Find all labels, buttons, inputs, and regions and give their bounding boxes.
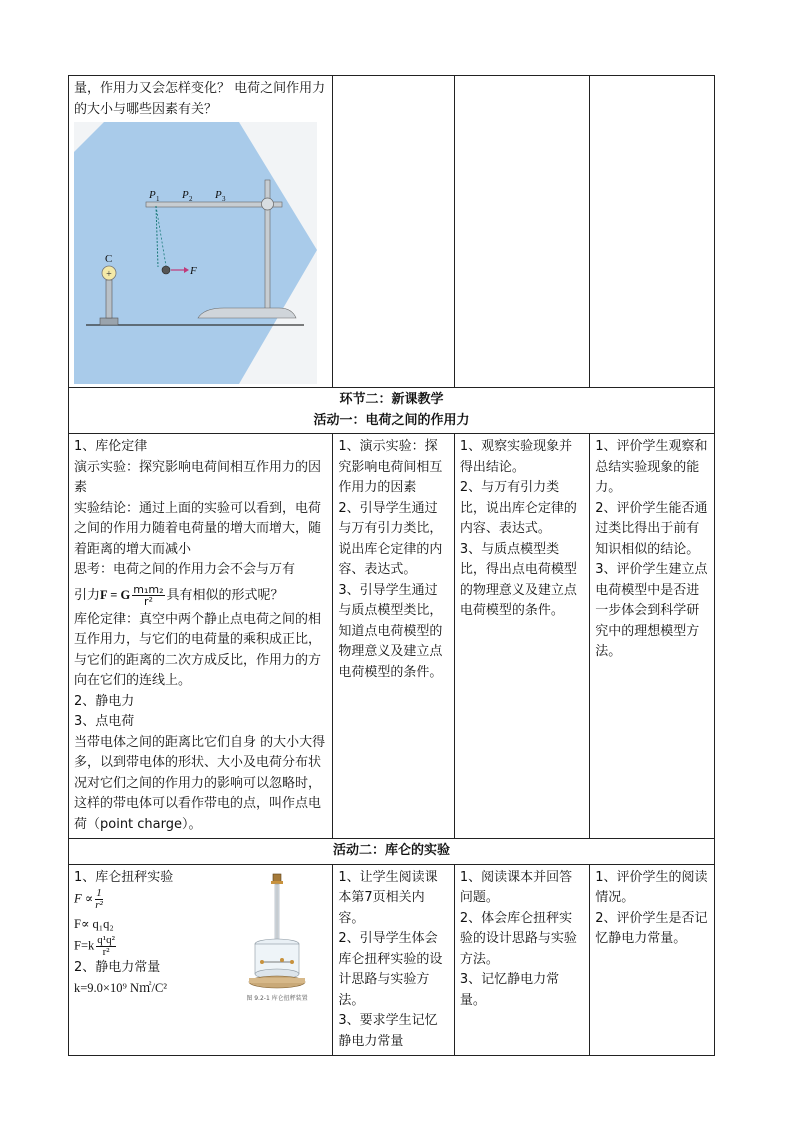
a1-l1: 1、库伦定律	[74, 439, 148, 454]
label-c: C	[105, 253, 113, 265]
activity1-teacher-text: 1、演示实验：探究影响电荷间相互作用力的因素 2、引导学生通过与万有引力类比，说出库仑定律的内容、表达式。 3、引导学生通过与质点模型类比，知道点电荷模型的物理意义及建立点电荷模型的条件。	[338, 439, 443, 680]
lesson-plan-table	[68, 75, 715, 1056]
gravity-formula-fraction	[132, 584, 164, 607]
activity1-student-text: 1、观察实验现象并得出结论。 2、与万有引力类比，说出库仑定律的内容、表达式。 3、与质点模型类比，得出点电荷模型的物理意义及建立点电荷模型的条件。	[459, 439, 577, 618]
a1-l5-post: 具有相似的形式呢？	[166, 587, 284, 603]
a1-l5	[74, 584, 327, 607]
f1-den: r²	[95, 899, 103, 911]
charge-force-experiment-figure	[74, 122, 317, 384]
label-p1-sub: 1	[156, 195, 160, 203]
intro-student-cell	[454, 76, 589, 388]
a1-l6: 库伦定律：真空中两个静止点电荷之间的相互作用力，与它们的电荷量的乘积成正比，与它们的距离的二次方成反比，作用力的方向在它们的连线上。	[74, 611, 322, 688]
row-intro	[69, 76, 715, 388]
f3-den: r²	[102, 945, 110, 958]
a2-l2: 2、静电力常量	[74, 959, 161, 975]
activity2-teacher-text: 1、让学生阅读课本第7页相关内容。 2、引导学生体会库仑扭秤实验的设计思路与实验方法。 3、要求学生记忆静电力常量	[338, 869, 443, 1049]
activity2-student-cell	[454, 864, 589, 1056]
a1-l9: 当带电体之间的距离比它们自身 的大小大得多，以到带电体的形状、大小及电荷分布状况对它们之间的作用力的影响可以忽略时，这样的带电体可以看作带电的点，叫作点电荷（point charge）。	[74, 734, 326, 832]
row-activity2-heading	[69, 839, 715, 865]
activity2-content-cell	[69, 864, 333, 1056]
activity1-eval-text: 1、评价学生观察和总结实验现象的能力。 2、评价学生能否通过类比得出于前有知识相似的结论。 3、评价学生建立点电荷模型中是否进一步体会到科学研究中的理想模型方法。	[595, 439, 708, 659]
gravity-formula-lhs: F = G	[100, 587, 131, 602]
a2-l1: 1、库仑扭秤实验	[74, 869, 174, 885]
activity1-eval-cell	[590, 434, 715, 839]
activity2-heading-cell	[69, 839, 715, 865]
label-p3: P	[215, 189, 222, 201]
gravity-formula-den: r²	[143, 594, 153, 608]
activity2-eval-text: 1、评价学生的阅读情况。 2、评价学生是否记忆静电力常量。	[595, 869, 708, 946]
coulomb-text	[74, 868, 234, 999]
label-p2: P	[182, 189, 189, 201]
label-p2-sub: 2	[189, 195, 193, 203]
a1-l8: 3、点电荷	[74, 714, 135, 729]
activity1-content-cell	[69, 434, 333, 839]
section2-title: 环节二：新课教学	[339, 392, 444, 407]
a1-l5-pre: 引力	[74, 587, 101, 603]
f1-num: 1	[96, 887, 102, 899]
f3-fraction	[96, 935, 116, 958]
activity2-teacher-cell	[333, 864, 454, 1056]
a1-l7: 2、静电力	[74, 693, 135, 709]
activity2-eval-cell	[590, 864, 715, 1056]
f1-lhs: F ∝	[74, 891, 94, 906]
a1-l4: 思考：电荷之间的作用力会不会与万有	[74, 562, 296, 577]
intro-question: 量，作用力又会怎样变化？ 电荷之间作用力的大小与哪些因素有关？	[74, 81, 326, 117]
row-activity1	[69, 434, 715, 839]
f3-num: q¹q²	[97, 933, 115, 946]
a1-l2: 演示实验：探究影响电荷间相互作用力的因素	[74, 459, 322, 495]
label-f: F	[190, 265, 197, 277]
intro-teacher-cell	[333, 76, 454, 388]
formula-inverse-square	[74, 888, 234, 911]
label-p3-sub: 3	[222, 195, 226, 203]
intro-content-cell	[69, 76, 333, 388]
f3-lhs: F=k	[74, 937, 95, 952]
charge-c-plus: +	[106, 269, 112, 280]
gravity-formula-num: m₁m₂	[133, 582, 164, 596]
coulomb-content	[74, 868, 327, 1033]
f1-fraction	[95, 888, 103, 911]
section2-heading-cell	[69, 388, 715, 434]
torsion-fig-caption: 图 9.2-1 库仑扭秤装置	[246, 994, 308, 1002]
a1-l3: 实验结论：通过上面的实验可以看到，电荷之间的作用力随着电荷量的增大而增大，随着距离的增大而减小	[74, 500, 322, 557]
formula-coulomb	[74, 935, 234, 958]
intro-eval-cell	[590, 76, 715, 388]
activity1-student-cell	[454, 434, 589, 839]
formula-charge-product: F∝ q₁q₂	[74, 917, 114, 931]
activity2-student-text: 1、阅读课本并回答问题。 2、体会库仑扭秤实验的设计思路与实验方法。 3、记忆静电力常量。	[459, 869, 577, 1008]
torsion-balance-figure	[244, 872, 314, 1012]
row-section2	[69, 388, 715, 434]
a2-l3: k=9.0×10⁹ N㎡/C²	[74, 981, 168, 995]
activity2-title: 活动二：库仑的实验	[332, 843, 450, 858]
row-activity2	[69, 864, 715, 1056]
activity1-teacher-cell	[333, 434, 454, 839]
activity1-title: 活动一：电荷之间的作用力	[313, 412, 470, 428]
label-p1: P	[149, 189, 156, 201]
